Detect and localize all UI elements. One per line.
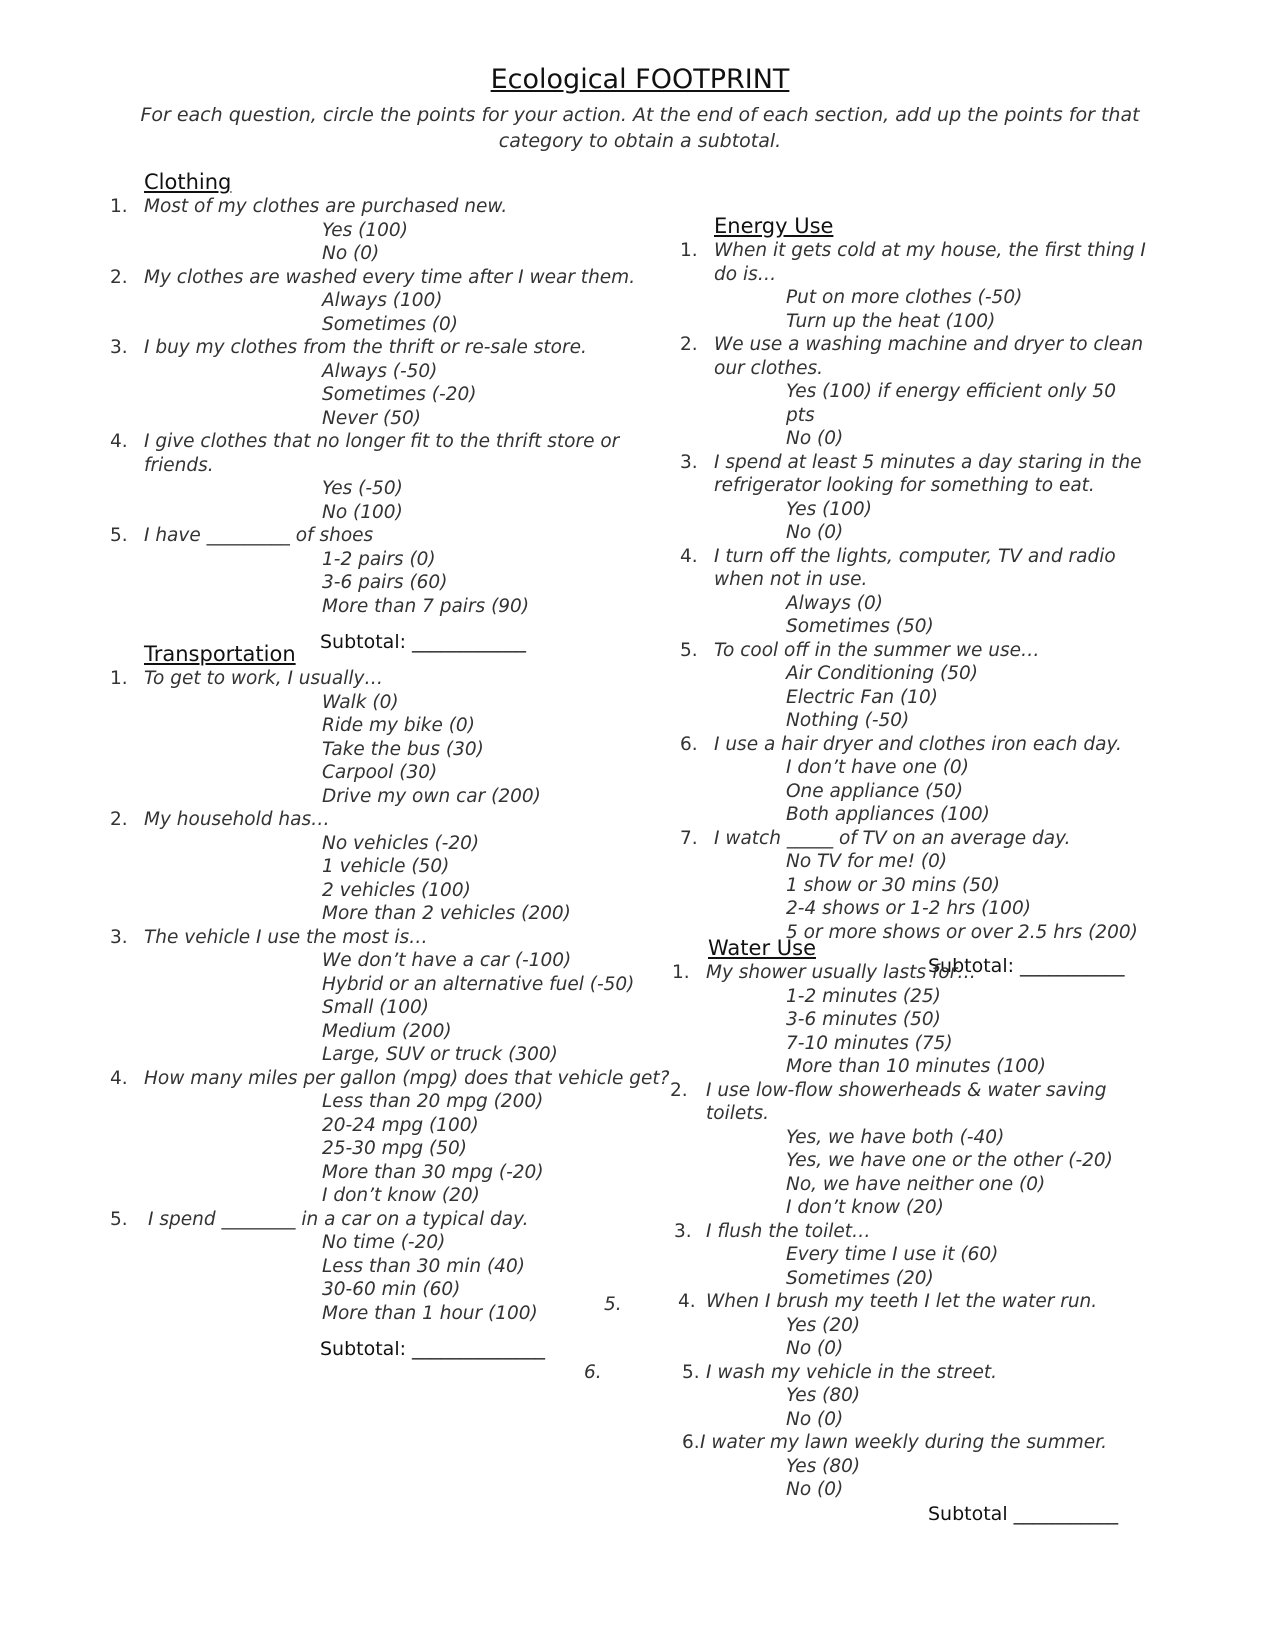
answer-option[interactable]: We don’t have a car (-100): [322, 950, 572, 971]
question-text: When I brush my teeth I let the water run.: [706, 1291, 1098, 1312]
question-number: 3.: [110, 337, 128, 358]
answer-option[interactable]: No vehicles (-20): [322, 832, 480, 854]
question-3: [680, 451, 1150, 545]
answer-option[interactable]: Small (100): [322, 997, 430, 1018]
answer-option[interactable]: Every time I use it (60): [786, 1244, 999, 1265]
question-4: [110, 1067, 670, 1208]
answer-option[interactable]: More than 1 hour (100): [322, 1302, 538, 1324]
answer-option[interactable]: No time (-20): [322, 1232, 446, 1253]
answer-option[interactable]: More than 2 vehicles (200): [322, 903, 571, 924]
question-text: I wash my vehicle in the street.: [706, 1361, 998, 1383]
answer-option[interactable]: I don’t know (20): [322, 1185, 480, 1206]
answer-option[interactable]: Sometimes (-20): [322, 384, 477, 405]
question-number: 2.: [110, 809, 128, 830]
answer-option[interactable]: Never (50): [322, 407, 422, 429]
answer-option[interactable]: 1 show or 30 mins (50): [786, 874, 1000, 896]
question-number: 2.: [670, 1079, 688, 1101]
question-text: I spend ________ in a car on a typical day.: [148, 1208, 529, 1230]
question-text: I flush the toilet…: [706, 1220, 871, 1242]
answer-option[interactable]: No (0): [786, 1408, 844, 1430]
question-text: I watch _____ of TV on an average day.: [714, 827, 1071, 849]
answer-option[interactable]: Yes (80): [786, 1385, 861, 1406]
question-5: [672, 1361, 1150, 1432]
answer-option[interactable]: More than 10 minutes (100): [786, 1056, 1047, 1077]
question-number: 5.: [110, 525, 128, 546]
question-text: To cool off in the summer we use…: [714, 639, 1040, 661]
question-text: To get to work, I usually…: [144, 668, 383, 689]
question-1: [110, 667, 670, 808]
question-number: 3.: [680, 451, 698, 473]
water-section: [672, 936, 1150, 1526]
answer-option[interactable]: 2 vehicles (100): [322, 879, 471, 901]
question-number: 1.: [680, 240, 698, 261]
subtotal-line[interactable]: Subtotal: ______________: [320, 1338, 546, 1360]
subtotal-line[interactable]: Subtotal: ___________: [928, 955, 1125, 977]
question-number: 1.: [672, 962, 690, 983]
question-number: 6.: [680, 733, 698, 755]
question-text: My clothes are washed every time after I wear them.: [144, 266, 636, 288]
answer-option[interactable]: I don’t have one (0): [786, 757, 969, 778]
answer-option[interactable]: Yes, we have one or the other (-20): [786, 1150, 1113, 1171]
answer-option[interactable]: Always (100): [322, 290, 443, 311]
question-4: [672, 1290, 1150, 1361]
answer-option[interactable]: Electric Fan (10): [786, 686, 938, 708]
answer-option[interactable]: One appliance (50): [786, 780, 964, 802]
answer-option[interactable]: Nothing (-50): [786, 710, 910, 731]
question-1: [672, 961, 1150, 1079]
worksheet-header: [140, 62, 1140, 154]
question-text: I water my lawn weekly during the summer.: [700, 1432, 1107, 1453]
answer-option[interactable]: Yes (80): [786, 1455, 861, 1477]
question-4: [680, 545, 1150, 639]
answer-option[interactable]: 1 vehicle (50): [322, 856, 450, 877]
answer-option[interactable]: Walk (0): [322, 691, 399, 713]
answer-option[interactable]: Yes (100): [322, 219, 408, 241]
question-3: [672, 1220, 1150, 1291]
answer-option[interactable]: Hybrid or an alternative fuel (-50): [322, 973, 635, 995]
answer-option[interactable]: 20-24 mpg (100): [322, 1114, 479, 1136]
answer-option[interactable]: Air Conditioning (50): [786, 663, 979, 684]
answer-option[interactable]: Yes (100) if energy efficient only 50 pts: [786, 381, 1116, 426]
answer-option[interactable]: Sometimes (20): [786, 1267, 934, 1289]
answer-option[interactable]: 30-60 min (60): [322, 1279, 461, 1300]
question-text: The vehicle I use the most is…: [144, 926, 428, 948]
question-3: [110, 926, 670, 1067]
answer-option[interactable]: Sometimes (0): [322, 313, 458, 335]
answer-option[interactable]: No (0): [786, 522, 844, 543]
water-section-title: Water Use: [708, 936, 816, 960]
answer-option[interactable]: Both appliances (100): [786, 804, 990, 825]
question-2: [110, 266, 670, 337]
question-4: [110, 430, 670, 524]
question-text: I spend at least 5 minutes a day staring in the refrigerator looking for something to eat.: [714, 451, 1142, 496]
question-text: How many miles per gallon (mpg) does that vehicle get?: [144, 1067, 670, 1089]
answer-option[interactable]: Large, SUV or truck (300): [322, 1044, 558, 1065]
question-number: 4.: [110, 431, 128, 452]
answer-option[interactable]: Less than 30 min (40): [322, 1255, 525, 1277]
question-number: 1.: [110, 196, 128, 217]
transportation-section-title: Transportation: [144, 642, 296, 666]
question-5: [110, 524, 670, 618]
question-text: My shower usually lasts for…: [706, 962, 976, 983]
question-number: 5.: [680, 639, 698, 661]
stray-number: 6.: [584, 1362, 602, 1383]
question-text: I turn off the lights, computer, TV and radio when not in use.: [714, 545, 1116, 590]
answer-option[interactable]: Yes (100): [786, 498, 872, 520]
energy-section: [680, 214, 1150, 978]
answer-option[interactable]: No (0): [786, 1338, 844, 1359]
answer-option[interactable]: Medium (200): [322, 1020, 452, 1042]
answer-option[interactable]: 1-2 pairs (0): [322, 548, 436, 570]
question-1: [110, 195, 670, 266]
clothing-section: [110, 170, 670, 654]
question-number: 7.: [680, 827, 698, 849]
answer-option[interactable]: More than 30 mpg (-20): [322, 1161, 544, 1183]
answer-option[interactable]: Yes (-50): [322, 478, 403, 499]
question-text: We use a washing machine and dryer to clean our clothes.: [714, 334, 1144, 379]
question-5: [110, 1208, 670, 1326]
question-number: 6.: [682, 1432, 700, 1453]
answer-option[interactable]: Always (-50): [322, 360, 438, 382]
answer-option[interactable]: No TV for me! (0): [786, 851, 948, 872]
question-3: [110, 336, 670, 430]
answer-option[interactable]: I don’t know (20): [786, 1197, 944, 1218]
question-number: 2.: [680, 334, 698, 355]
question-text: When it gets cold at my house, the first thing I do is…: [714, 240, 1146, 285]
question-2: [110, 808, 670, 926]
answer-option[interactable]: No (0): [786, 1479, 844, 1500]
answer-option[interactable]: Yes (20): [786, 1314, 861, 1336]
question-text: I have _________ of shoes: [144, 525, 374, 546]
answer-option[interactable]: Put on more clothes (-50): [786, 287, 1023, 308]
energy-section-title: Energy Use: [714, 214, 834, 238]
question-1: [680, 239, 1150, 333]
page-title: Ecological FOOTPRINT: [490, 64, 790, 95]
answer-option[interactable]: 25-30 mpg (50): [322, 1138, 468, 1159]
question-number: 3.: [674, 1220, 692, 1242]
answer-option[interactable]: More than 7 pairs (90): [322, 595, 530, 617]
question-number: 4.: [678, 1291, 696, 1312]
answer-option[interactable]: Yes, we have both (-40): [786, 1126, 1005, 1148]
answer-option[interactable]: Take the bus (30): [322, 738, 484, 760]
answer-option[interactable]: 7-10 minutes (75): [786, 1032, 953, 1054]
question-number: 4.: [680, 545, 698, 567]
question-2: [672, 1079, 1150, 1220]
answer-option[interactable]: Drive my own car (200): [322, 785, 541, 807]
answer-option[interactable]: Carpool (30): [322, 762, 438, 783]
answer-option[interactable]: No (100): [322, 501, 403, 523]
answer-option[interactable]: Sometimes (50): [786, 616, 934, 637]
question-text: I use a hair dryer and clothes iron each day.: [714, 733, 1122, 755]
answer-option[interactable]: Ride my bike (0): [322, 715, 475, 736]
answer-option[interactable]: No (0): [786, 428, 844, 449]
question-7: [680, 827, 1150, 945]
question-number: 5.: [682, 1361, 700, 1383]
question-number: 2.: [110, 266, 128, 288]
answer-option[interactable]: 3-6 pairs (60): [322, 572, 448, 593]
question-text: I buy my clothes from the thrift or re-sale store.: [144, 337, 587, 358]
answer-option[interactable]: 1-2 minutes (25): [786, 985, 941, 1007]
answer-option[interactable]: 3-6 minutes (50): [786, 1009, 941, 1030]
answer-option[interactable]: Turn up the heat (100): [786, 310, 996, 332]
question-number: 3.: [110, 926, 128, 948]
stray-number: 5.: [604, 1294, 622, 1315]
answer-option[interactable]: 5 or more shows or over 2.5 hrs (200): [786, 921, 1138, 943]
question-number: 5.: [110, 1208, 128, 1230]
clothing-section-title: Clothing: [144, 170, 232, 194]
answer-option[interactable]: 2-4 shows or 1-2 hrs (100): [786, 898, 1031, 919]
answer-option[interactable]: Always (0): [786, 592, 883, 614]
question-text: Most of my clothes are purchased new.: [144, 196, 508, 217]
question-6: [672, 1431, 1150, 1502]
question-text: My household has…: [144, 809, 330, 830]
question-number: 4.: [110, 1067, 128, 1089]
subtotal-line[interactable]: Subtotal: ____________: [320, 631, 527, 653]
question-6: [680, 733, 1150, 827]
transportation-section: [110, 642, 670, 1361]
answer-option[interactable]: No, we have neither one (0): [786, 1173, 1046, 1195]
answer-option[interactable]: No (0): [322, 243, 380, 264]
question-5: [680, 639, 1150, 733]
question-2: [680, 333, 1150, 451]
instructions: For each question, circle the points for your action. At the end of each section, add up the points for that category to obtain a subtotal.: [140, 104, 1140, 152]
question-text: I give clothes that no longer fit to the thrift store or friends.: [144, 431, 620, 476]
question-text: I use low-flow showerheads & water saving toilets.: [706, 1079, 1107, 1124]
question-number: 1.: [110, 668, 128, 689]
subtotal-line[interactable]: Subtotal ___________: [928, 1502, 1119, 1525]
answer-option[interactable]: Less than 20 mpg (200): [322, 1091, 544, 1112]
